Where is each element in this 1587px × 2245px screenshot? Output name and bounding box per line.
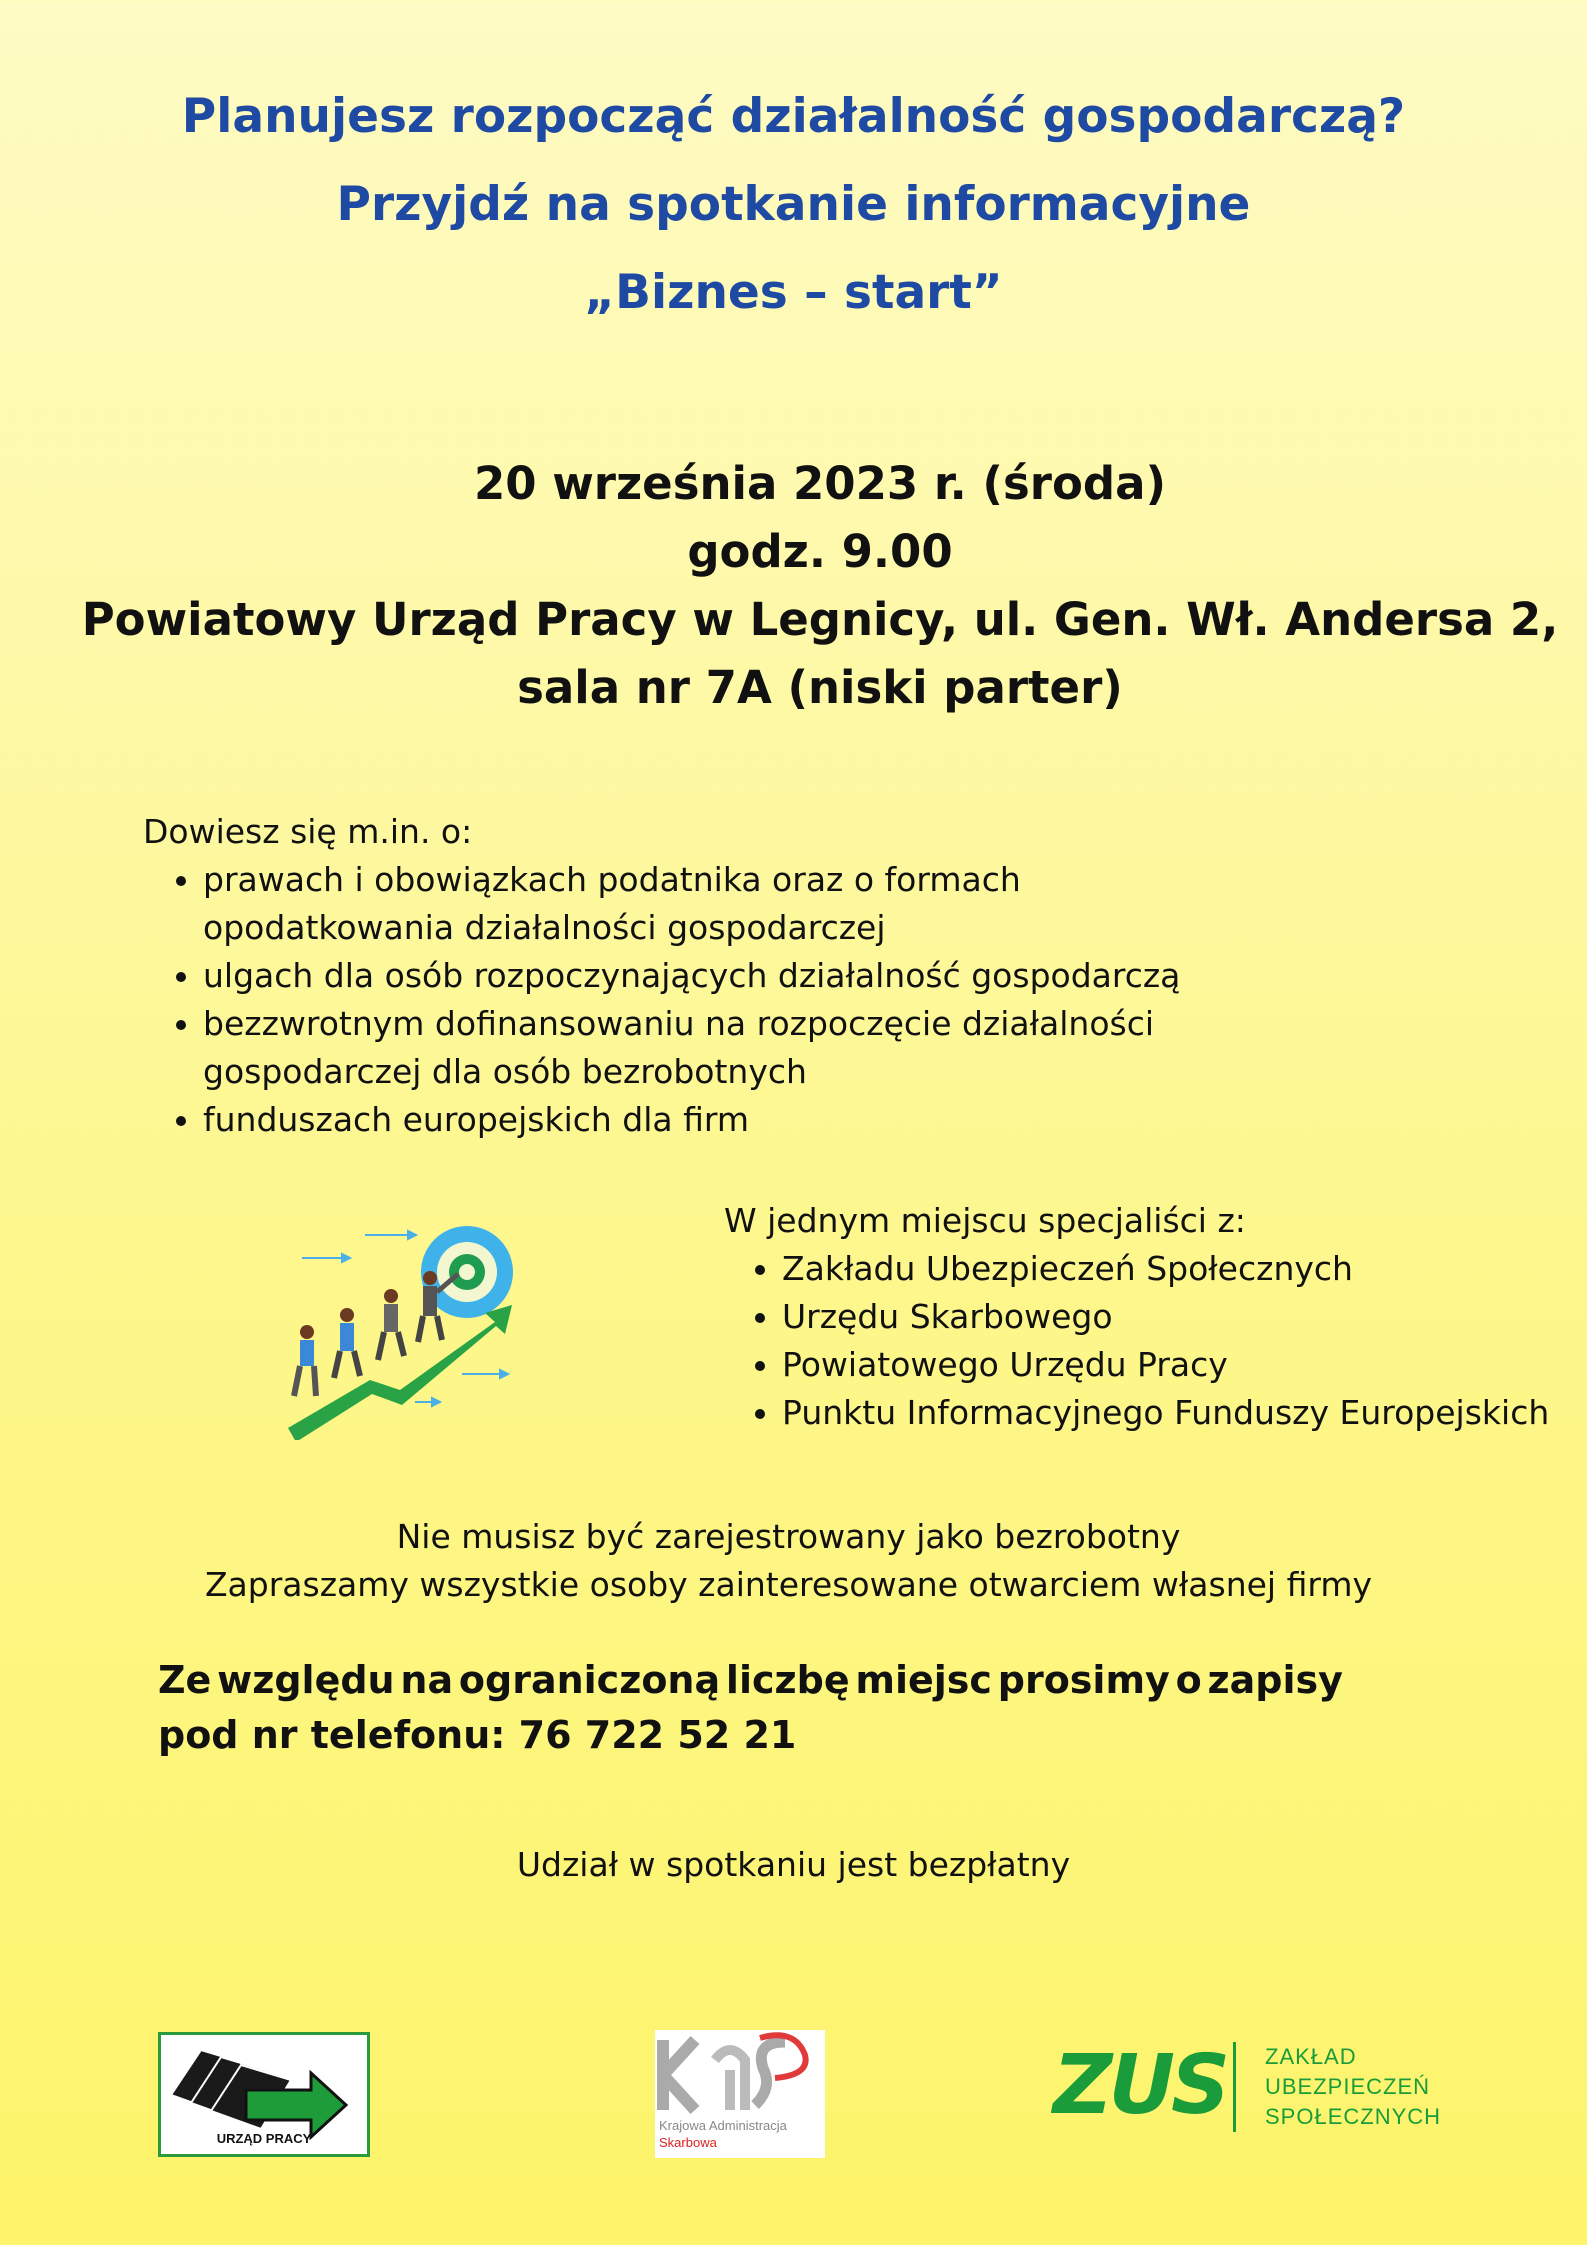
specialist-item: • Urzędu Skarbowego <box>782 1293 1549 1341</box>
signup-info <box>158 1653 1343 1763</box>
kas-label-2: Skarbowa <box>659 2135 717 2150</box>
specialist-item: • Punktu Informacyjnego Funduszy Europejskich <box>782 1389 1549 1437</box>
zus-logo[interactable] <box>1053 2038 1473 2134</box>
headline-line-2: Przyjdź na spotkanie informacyjne <box>336 177 1251 232</box>
learn-section <box>143 808 1203 1144</box>
event-date: 20 września 2023 r. (środa) <box>473 457 1167 510</box>
zus-name: ZAKŁAD UBEZPIECZEŃ SPOŁECZNYCH <box>1265 2044 1442 2129</box>
headline-line-3: „Biznes – start” <box>584 265 1003 320</box>
event-place: Powiatowy Urząd Pracy w Legnicy, ul. Gen. Wł. Andersa 2, <box>81 593 1559 646</box>
urzad-pracy-label: URZĄD PRACY <box>216 2131 312 2146</box>
note-line-1: Nie musisz być zarejestrowany jako bezrobotny <box>396 1517 1181 1556</box>
specialists-section <box>724 1197 1549 1437</box>
specialists-list <box>724 1245 1549 1437</box>
kas-label-1: Krajowa Administracja <box>659 2118 787 2133</box>
specialist-item: • Powiatowego Urzędu Pracy <box>782 1341 1549 1389</box>
learn-item: • bezzwrotnym dofinansowaniu na rozpoczęcie działalności gospodarczej dla osób bezrobotnych <box>203 1000 1203 1096</box>
learn-item: • prawach i obowiązkach podatnika oraz o formach opodatkowania działalności gospodarczej <box>203 856 1063 952</box>
kas-logo[interactable] <box>655 2030 825 2158</box>
specialist-item: • Zakładu Ubezpieczeń Społecznych <box>782 1245 1549 1293</box>
business-growth-illustration <box>280 1210 540 1440</box>
note-line-2: Zapraszamy wszystkie osoby zainteresowane otwarciem własnej firmy <box>204 1565 1373 1604</box>
zus-wordmark: ZUS <box>1053 2038 1227 2133</box>
urzad-pracy-logo[interactable] <box>158 2032 370 2157</box>
event-details <box>0 450 1587 722</box>
learn-item: • funduszach europejskich dla firm <box>203 1096 1203 1144</box>
headline-line-1: Planujesz rozpocząć działalność gospodarczą? <box>181 89 1406 144</box>
notes <box>0 1513 1587 1609</box>
event-time: godz. 9.00 <box>687 525 953 578</box>
learn-list <box>143 856 1203 1144</box>
free-participation: Udział w spotkaniu jest bezpłatny <box>516 1845 1071 1884</box>
zus-separator <box>1233 2042 1236 2132</box>
learn-intro: Dowiesz się m.in. o: <box>143 812 473 851</box>
signup-phone: pod nr telefonu: 76 722 52 21 <box>158 1713 797 1757</box>
learn-item: • ulgach dla osób rozpoczynających działalność gospodarczą <box>203 952 1203 1000</box>
event-room: sala nr 7A (niski parter) <box>517 661 1123 714</box>
specialists-intro: W jednym miejscu specjaliści z: <box>724 1201 1246 1240</box>
headline <box>0 73 1587 337</box>
signup-line-1: Ze względu na ograniczoną liczbę miejsc prosimy o zapisy <box>158 1658 1343 1702</box>
